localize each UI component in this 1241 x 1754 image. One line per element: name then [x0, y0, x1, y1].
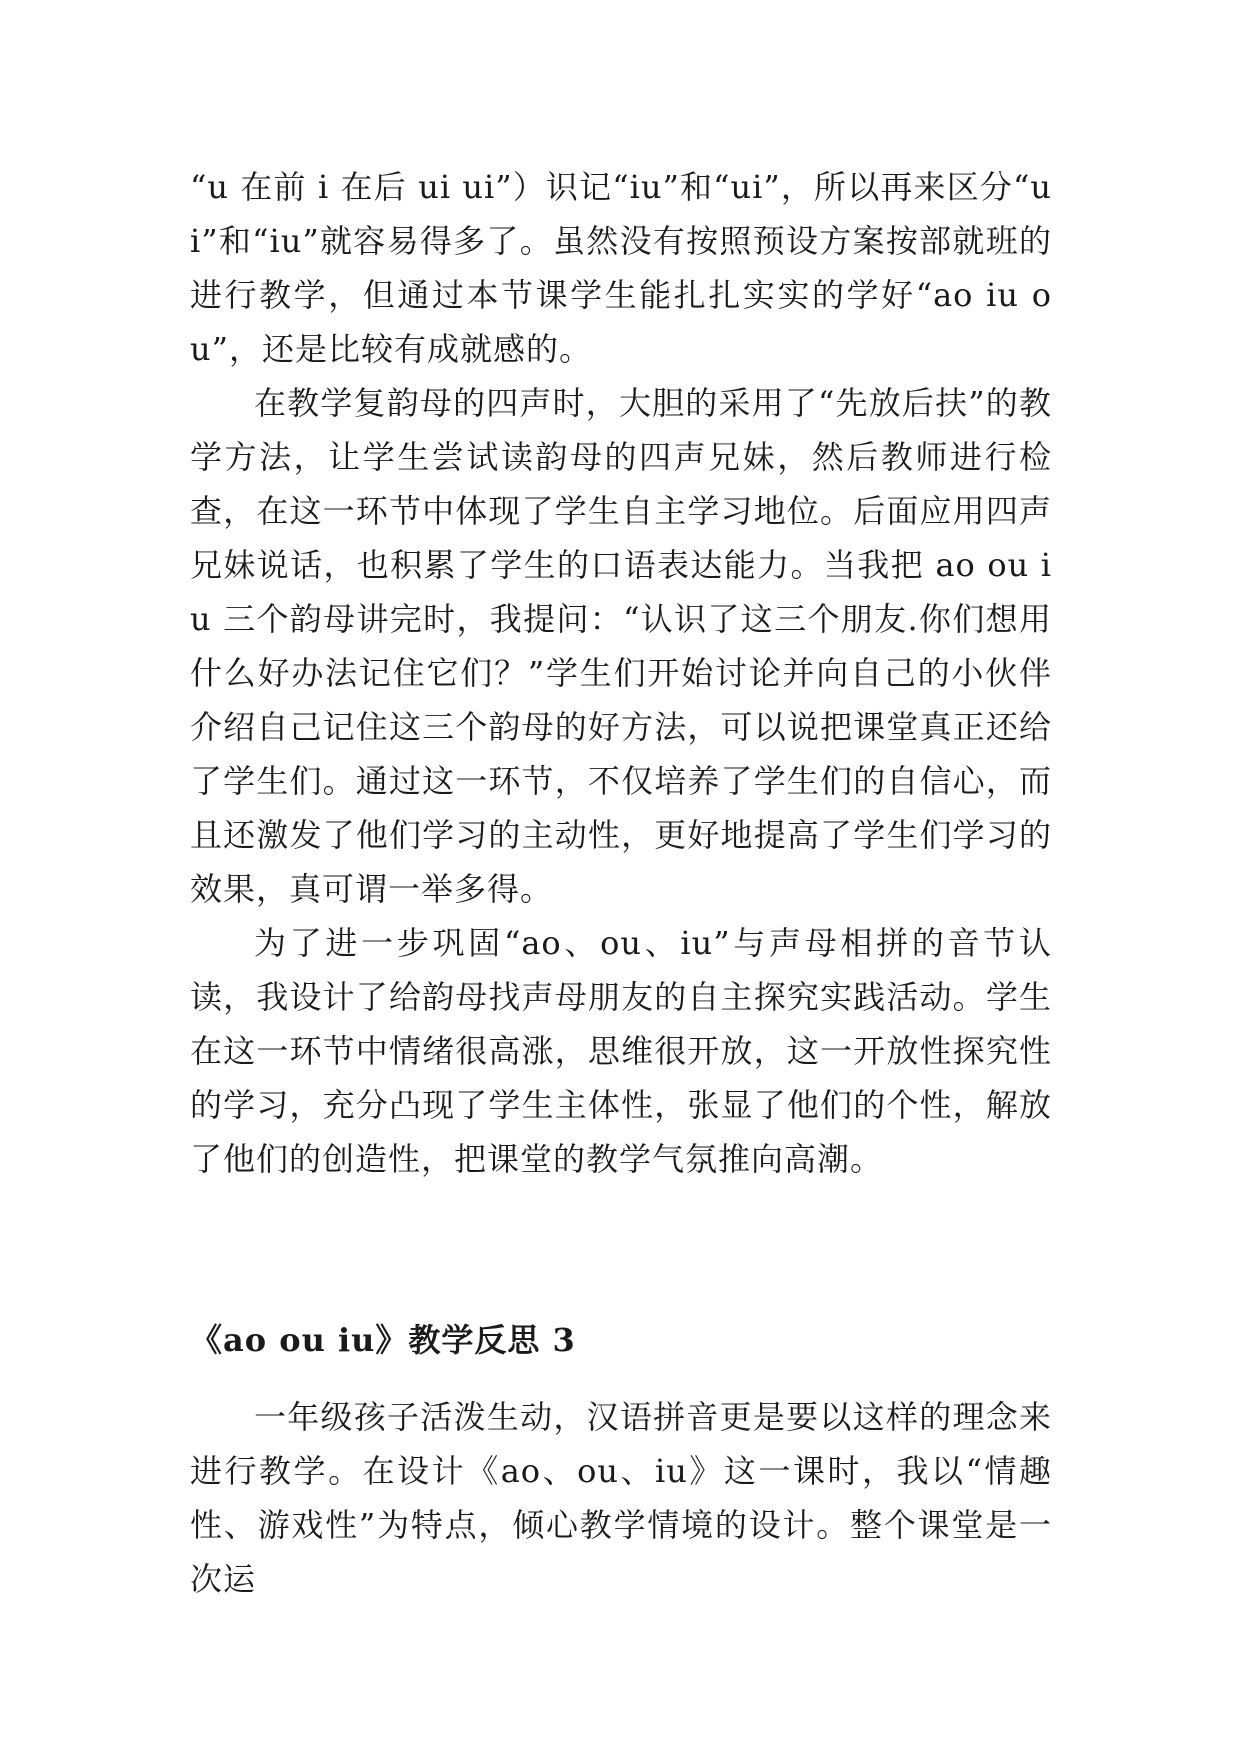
- section-heading: 《ao ou iu》教学反思 3: [190, 1321, 576, 1359]
- paragraph-four-tones: 在教学复韵母的四声时，大胆的采用了“先放后扶”的教学方法，让学生尝试读韵母的四声兄妹，然后教师进行检查，在这一环节中体现了学生自主学习地位。后面应用四声兄妹说话，也积累了学生的口语表达能力。当我把 ao ou iu 三个韵母讲完时，我提问：“认识了这三个朋友.你们想用什么好办法记住它们？”学生们开始讨论并向自己的小伙伴介绍自己记住这三个韵母的好方法，可以说把课堂真正还给了学生们。通过这一环节，不仅培养了学生们的自信心，而且还激发了他们学习的主动性，更好地提高了学生们学习的效果，真可谓一举多得。: [190, 384, 1052, 908]
- paragraph-intro: 一年级孩子活泼生动，汉语拼音更是要以这样的理念来进行教学。在设计《ao、ou、iu》这一课时，我以“情趣性、游戏性”为特点，倾心教学情境的设计。整个课堂是一次运: [190, 1398, 1052, 1598]
- body-text-section-bottom: [190, 1390, 1052, 1606]
- paragraph-continuation: “u 在前 i 在后 ui ui”）识记“iu”和“ui”，所以再来区分“ui”和“iu”就容易得多了。虽然没有按照预设方案按部就班的进行教学，但通过本节课学生能扎扎实实的学好“ao iu ou”，还是比较有成就感的。: [190, 168, 1052, 368]
- body-text-section-top: [190, 160, 1052, 1186]
- paragraph-consolidation: 为了进一步巩固“ao、ou、iu”与声母相拼的音节认读，我设计了给韵母找声母朋友的自主探究实践活动。学生在这一环节中情绪很高涨，思维很开放，这一开放性探究性的学习，充分凸现了学生主体性，张显了他们的个性，解放了他们的创造性，把课堂的教学气氛推向高潮。: [190, 924, 1052, 1178]
